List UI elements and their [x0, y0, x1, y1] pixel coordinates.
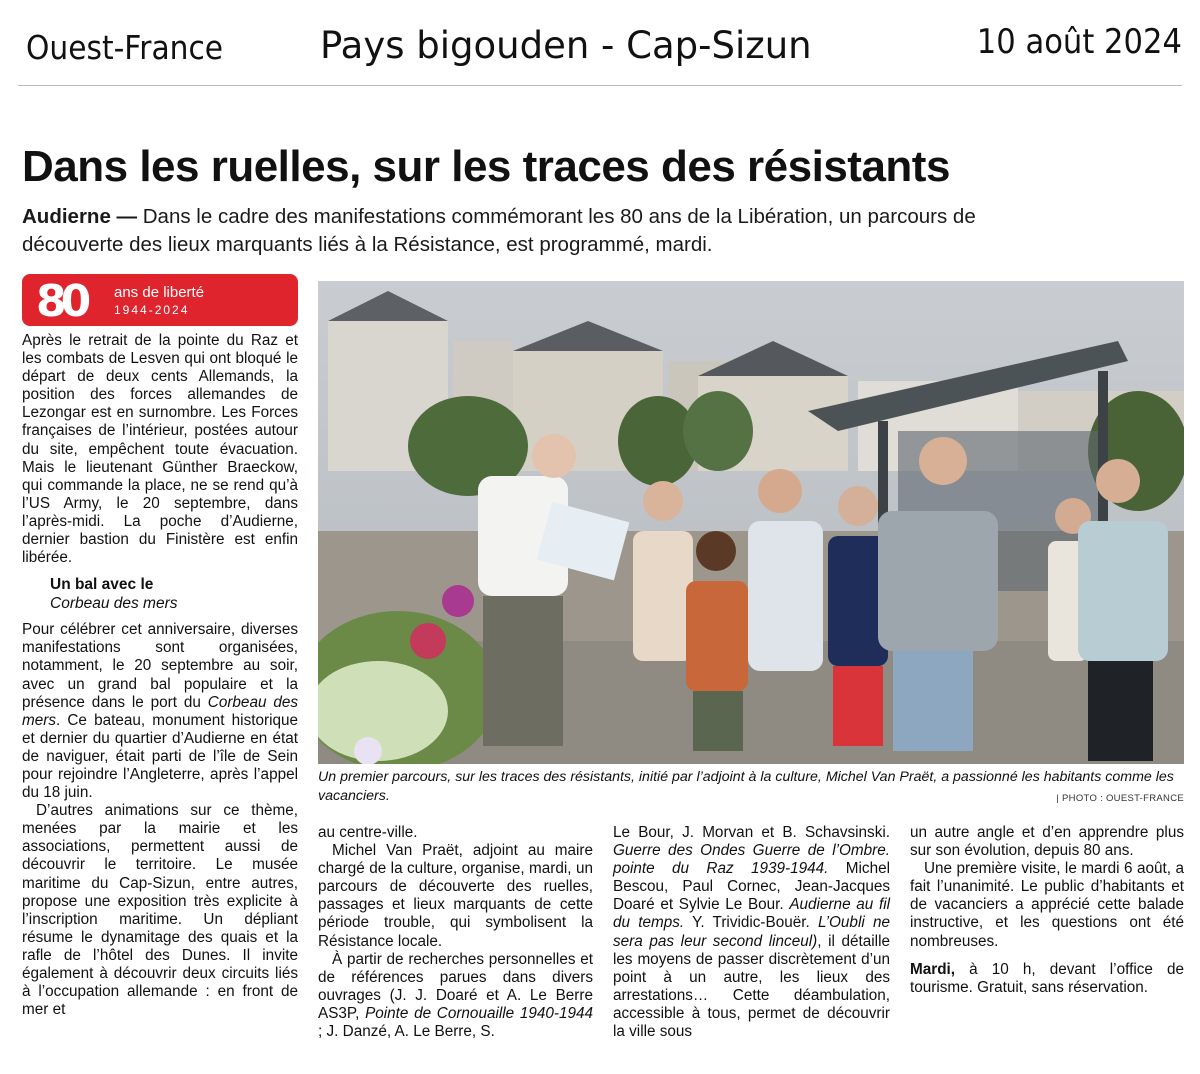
column-3	[613, 824, 890, 1041]
article-title: Dans les ruelles, sur les traces des résistants	[22, 142, 950, 191]
column-4	[910, 824, 1184, 997]
lead-place: Audierne —	[22, 205, 143, 228]
badge-text: ans de liberté	[114, 284, 205, 301]
column-2	[318, 824, 593, 1041]
paragraph: Michel Van Praët, adjoint au maire chargé de la culture, organise, mardi, un parcours de découverte des ruelles, passages et lieux marquants de cette période trouble, qui symbolisent la Résistance locale.	[318, 842, 593, 950]
paragraph: D’autres animations sur ce thème, menées par la mairie et les associations, permettent aussi de découvrir le territoire. Le musée maritime du Cap-Sizun, entre autres, propose une exposition très explicite à l’inscription maritime. Un dépliant résume le dynamitage des quais et la rafle de l’hôtel des Dunes. Il invite également à découvrir deux circuits liés à l’occupation allemande : en front de mer et	[22, 802, 298, 1019]
lead-text: Dans le cadre des manifestations commémorant les 80 ans de la Libération, un parcours de découverte des lieux marquants liés à la Résistance, est programmé, mardi.	[22, 205, 976, 256]
paragraph: au centre-ville.	[318, 824, 418, 841]
paragraph: Après le retrait de la pointe du Raz et les combats de Lesven qui ont bloqué le départ de deux cents Allemands, la position des forces allemandes de Lezongar est en surnombre. Les Forces françaises de l’intérieur, postées autour du site, empêchent toute évacuation. Mais le lieutenant Günther Braeckow, qui commande la place, ne se rend qu’à l’US Army, le 20 septembre, dans l’après-midi. La poche d’Audierne, dernier bastion du Finistère est enfin libérée.	[22, 332, 298, 567]
photo-credit: | PHOTO : OUEST-FRANCE	[1056, 793, 1184, 804]
column-1	[22, 332, 298, 1019]
section-name: Pays bigouden - Cap-Sizun	[320, 24, 812, 67]
photo-illustration	[318, 281, 1184, 764]
paragraph: Une première visite, le mardi 6 août, a fait l’unanimité. Le public d’habitants et de vacanciers a apprécié cette balade instructive, et les questions ont été nombreuses.	[910, 860, 1184, 950]
event-info: Mardi, à 10 h, devant l’office de tourisme. Gratuit, sans réservation.	[910, 960, 1184, 996]
anniversary-badge	[22, 274, 298, 326]
subheading: Un bal avec le Corbeau des mers	[50, 576, 178, 613]
header-rule	[18, 85, 1182, 86]
badge-number: 80	[36, 276, 86, 327]
photo-caption: Un premier parcours, sur les traces des résistants, initié par l’adjoint à la culture, Michel Van Praët, a passionné les habitants comme les vacanciers.	[318, 769, 1174, 804]
paragraph: un autre angle et d’en apprendre plus sur son évolution, depuis 80 ans.	[910, 824, 1184, 860]
article-lead	[22, 203, 1042, 259]
paragraph: Le Bour, J. Morvan et B. Schavsinski. Guerre des Ondes Guerre de l’Ombre. pointe du Raz 1939-1944. Michel Bescou, Paul Cornec, Jean-Jacques Doaré et Sylvie Le Bour. Audierne au fil du temps. Y. Trividic-Bouër. L’Oubli ne sera pas leur second linceul), il détaille les moyens de passer discrètement d’un point à un autre, les lieux des arrestations… Cette déambulation, accessible à tous, permet de découvrir la ville sous	[613, 824, 890, 1041]
newspaper-name: Ouest-France	[26, 28, 224, 67]
paragraph: À partir de recherches personnelles et de références parues dans divers ouvrages (J. J. Doaré et A. Le Berre AS3P, Pointe de Cornouaille 1940-1944 ; J. Danzé, A. Le Berre, S.	[318, 950, 593, 1041]
article-photo	[318, 281, 1184, 764]
paragraph: Pour célébrer cet anniversaire, diverses manifestations sont organisées, notamment, le 20 septembre au soir, avec un grand bal populaire et la présence dans le port du Corbeau des mers. Ce bateau, monument historique et dernier du quartier d’Audierne en état de naviguer, était parti de l’île de Sein pour rejoindre l’Angleterre, après l’appel du 18 juin.	[22, 621, 299, 802]
publication-date: 10 août 2024	[976, 22, 1182, 62]
badge-years: 1944-2024	[114, 303, 190, 317]
